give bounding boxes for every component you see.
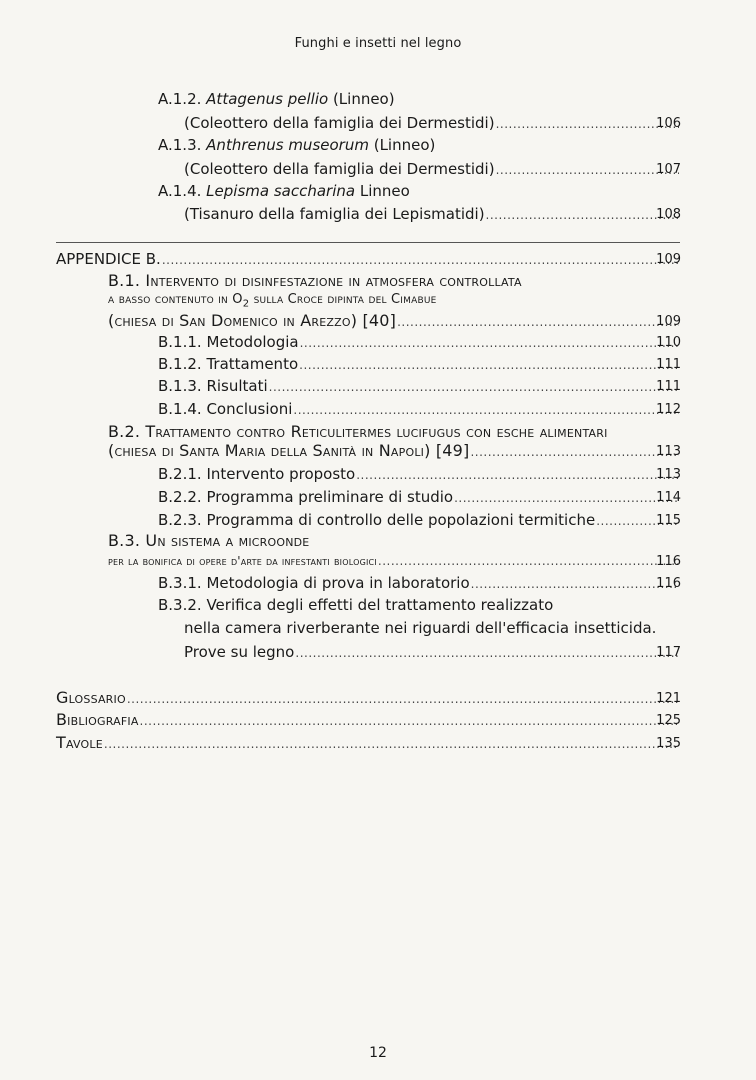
toc-entry-b32-line1: B.3.2. Verifica degli effetti del trattamento realizzato (158, 596, 554, 614)
toc-entry-b3-line1: B.3. Un sistema a microonde (108, 531, 310, 550)
toc-entry-a13-title (158, 136, 435, 154)
page-number: 107 (656, 162, 681, 177)
toc-entry-b32-line2: nella camera riverberante nei riguardi dell'efficacia insetticida. (184, 619, 657, 637)
page-number: 109 (656, 252, 681, 267)
page-number: 113 (656, 444, 681, 459)
appendix-title: APPENDICE B. (56, 250, 161, 268)
toc-entry-subtitle: (Tisanuro della famiglia dei Lepismatidi) (184, 205, 485, 223)
leader-dots (397, 312, 679, 332)
subscript: 2 (242, 298, 250, 310)
toc-entry-title: Tavole (56, 733, 103, 752)
leader-dots (356, 465, 679, 485)
leader-dots (293, 400, 679, 420)
toc-entry-title: Glossario (56, 688, 126, 707)
leader-dots (104, 734, 679, 754)
toc-entry-title: B.1.4. Conclusioni (158, 400, 293, 418)
page-number: 113 (656, 467, 681, 482)
toc-entry-subtitle: (chiesa di Santa Maria della Sanità in Napoli) [49] (108, 441, 470, 460)
toc-entry-subtitle: per la bonifica di opere d'arte da infestanti biologici (108, 554, 377, 568)
leader-dots (486, 205, 679, 225)
page-number: 116 (656, 576, 681, 591)
toc-entry-b1-line1: B.1. Intervento di disinfestazione in atmosfera controllata (108, 271, 522, 290)
page-number: 125 (656, 713, 681, 728)
author-name: Linneo (355, 182, 410, 200)
toc-entry-subtitle: (Coleottero della famiglia dei Dermestidi) (184, 114, 495, 132)
page-number: 116 (656, 554, 681, 569)
leader-dots (496, 114, 679, 134)
page-number: 112 (656, 402, 681, 417)
species-name: Anthrenus museorum (206, 136, 369, 154)
page-number: 111 (656, 379, 681, 394)
page-number: 109 (656, 314, 681, 329)
toc-entry-number: A.1.2. (158, 90, 202, 108)
toc-entry-title: B.2.2. Programma preliminare di studio (158, 488, 454, 506)
section-divider (56, 242, 680, 243)
leader-dots (300, 333, 679, 353)
author-name: (Linneo) (368, 136, 436, 154)
toc-entry-title: B.1.2. Trattamento (158, 355, 299, 373)
leader-dots (454, 488, 679, 508)
toc-entry-title: B.2.3. Programma di controllo delle popolazioni termitiche (158, 511, 596, 529)
toc-entry-title: B.2.1. Intervento proposto (158, 465, 356, 483)
page-number: 117 (656, 645, 681, 660)
page-number: 111 (656, 357, 681, 372)
toc-entry-title: B.1.1. Metodologia (158, 333, 299, 351)
toc-entry-a14-title (158, 182, 410, 200)
toc-entry-a12-title (158, 90, 395, 108)
leader-dots (299, 355, 679, 375)
toc-entry-subtitle: (Coleottero della famiglia dei Dermestidi) (184, 160, 495, 178)
page-number: 121 (656, 691, 681, 706)
toc-entry-b1-line2 (108, 292, 437, 310)
page-number: 108 (656, 207, 681, 222)
page-number: 114 (656, 490, 681, 505)
page-number: 135 (656, 736, 681, 751)
leader-dots (127, 689, 679, 709)
leader-dots (470, 442, 679, 462)
toc-entry-title: B.3.1. Metodologia di prova in laboratorio (158, 574, 470, 592)
leader-dots (496, 160, 679, 180)
author-name: (Linneo) (328, 90, 395, 108)
b1-text-part: sulla Croce dipinta del Cimabue (249, 292, 437, 307)
leader-dots (471, 574, 679, 594)
toc-entry-number: A.1.4. (158, 182, 202, 200)
leader-dots (378, 551, 679, 571)
running-head: Funghi e insetti nel legno (294, 36, 462, 51)
leader-dots (140, 711, 679, 731)
leader-dots (162, 250, 679, 270)
page-folio: 12 (369, 1045, 387, 1061)
toc-entry-title: B.1.3. Risultati (158, 377, 268, 395)
toc-entry-title: Bibliografia (56, 710, 139, 729)
page-number: 115 (656, 513, 681, 528)
leader-dots (269, 377, 679, 397)
toc-entry-b2-line1: B.2. Trattamento contro Reticulitermes lucifugus con esche alimentari (108, 422, 608, 441)
toc-entry-subtitle: (chiesa di San Domenico in Arezzo) [40] (108, 311, 397, 330)
toc-entry-number: A.1.3. (158, 136, 202, 154)
leader-dots (295, 643, 679, 663)
species-name: Lepisma saccharina (206, 182, 356, 200)
b1-text-part: a basso contenuto in O (108, 292, 243, 307)
page-number: 110 (656, 335, 681, 350)
page-number: 106 (656, 116, 681, 131)
toc-entry-subtitle: Prove su legno (184, 643, 295, 661)
species-name: Attagenus pellio (206, 90, 329, 108)
